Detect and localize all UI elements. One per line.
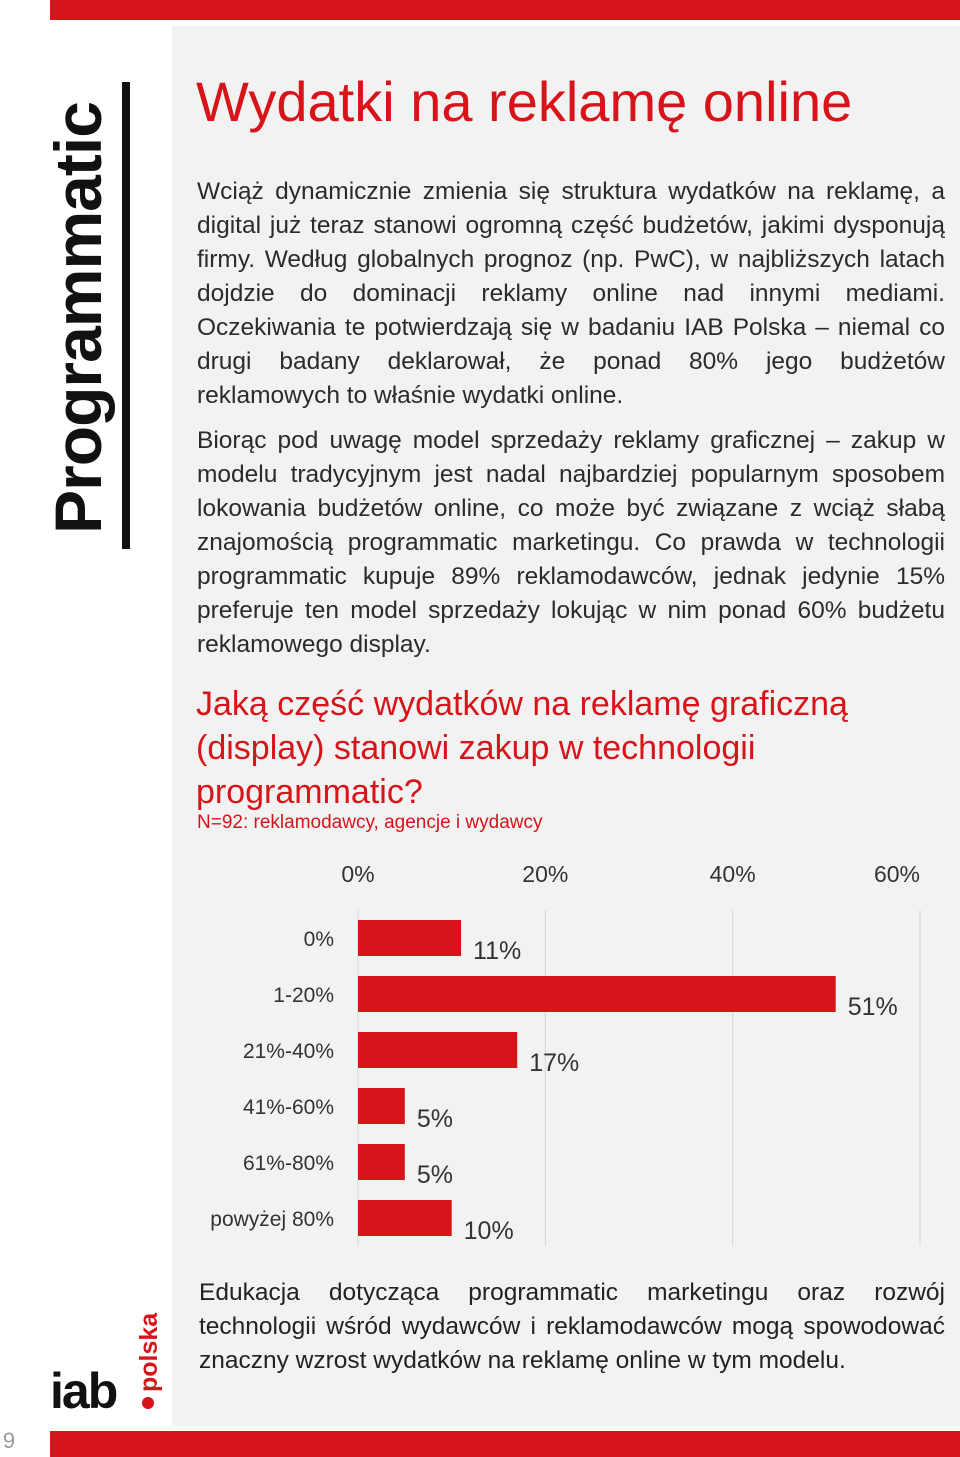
closing-paragraph: Edukacja dotycząca programmatic marketingu oraz rozwój technologii wśród wydawców i reklamodawców mogą spowodować znaczny wzrost wydatków na reklamę online w tym modelu. <box>199 1279 945 1374</box>
value-label: 17% <box>529 1049 580 1077</box>
bar <box>358 1200 452 1236</box>
x-tick-label: 0% <box>341 861 375 887</box>
category-label: 1-20% <box>273 984 334 1007</box>
category-label: 41%-60% <box>242 1096 334 1119</box>
spend-share-bar-chart <box>190 850 960 1250</box>
logo-main-text: iab <box>50 1363 117 1415</box>
category-label: 0% <box>303 928 334 951</box>
bottom-accent-bar <box>50 1431 960 1457</box>
bar <box>358 1088 405 1124</box>
top-accent-bar <box>50 0 960 20</box>
value-label: 10% <box>463 1217 514 1245</box>
category-label: powyżej 80% <box>210 1208 334 1231</box>
section-side-title: Programmatic <box>41 102 115 534</box>
x-tick-label: 60% <box>873 861 920 887</box>
category-label: 21%-40% <box>242 1040 334 1063</box>
value-label: 11% <box>473 937 522 965</box>
logo-sub-text: polska <box>135 1312 163 1392</box>
iab-polska-logo <box>48 1300 168 1415</box>
sample-note: N=92: reklamodawcy, agencje i wydawcy <box>197 812 543 833</box>
page-number: 9 <box>2 1428 16 1453</box>
logo-dot <box>142 1397 154 1409</box>
x-tick-label: 20% <box>522 861 569 887</box>
value-label: 51% <box>847 993 898 1021</box>
x-tick-label: 40% <box>709 861 756 887</box>
bar <box>358 976 836 1012</box>
category-label: 61%-80% <box>242 1152 334 1175</box>
page-title: Wydatki na reklamę online <box>196 70 853 133</box>
chart-question: Jaką część wydatków na reklamę graficzną (display) stanowi zakup w technologii programmatic? <box>196 685 848 811</box>
bar <box>358 920 461 956</box>
value-label: 5% <box>416 1105 453 1133</box>
display-paragraph: Biorąc pod uwagę model sprzedaży reklamy graficznej – zakup w modelu tradycyjnym jest nadal najbardziej popularnym sposobem lokowania budżetów online, co może być związane z wciąż słabą znajomością programmatic marketingu. Co prawda w technologii programmatic kupuje 89% reklamodawców, jednak jedynie 15% preferuje ten model sprzedaży lokując w nim ponad 60% budżetu reklamowego display. <box>197 427 945 658</box>
side-title-rule <box>122 82 130 549</box>
bar <box>358 1144 405 1180</box>
bar <box>358 1032 517 1068</box>
intro-paragraph: Wciąż dynamicznie zmienia się struktura wydatków na reklamę, a digital już teraz stanowi ogromną część budżetów, jakimi dysponują firmy. Według globalnych prognoz (np. PwC), w najbliższych latach dojdzie do dominacji reklamy online nad innymi mediami. Oczekiwania te potwierdzają się w badaniu IAB Polska – niemal co drugi badany deklarował, że ponad 80% jego budżetów reklamowych to właśnie wydatki online. <box>197 178 945 409</box>
value-label: 5% <box>416 1161 453 1189</box>
